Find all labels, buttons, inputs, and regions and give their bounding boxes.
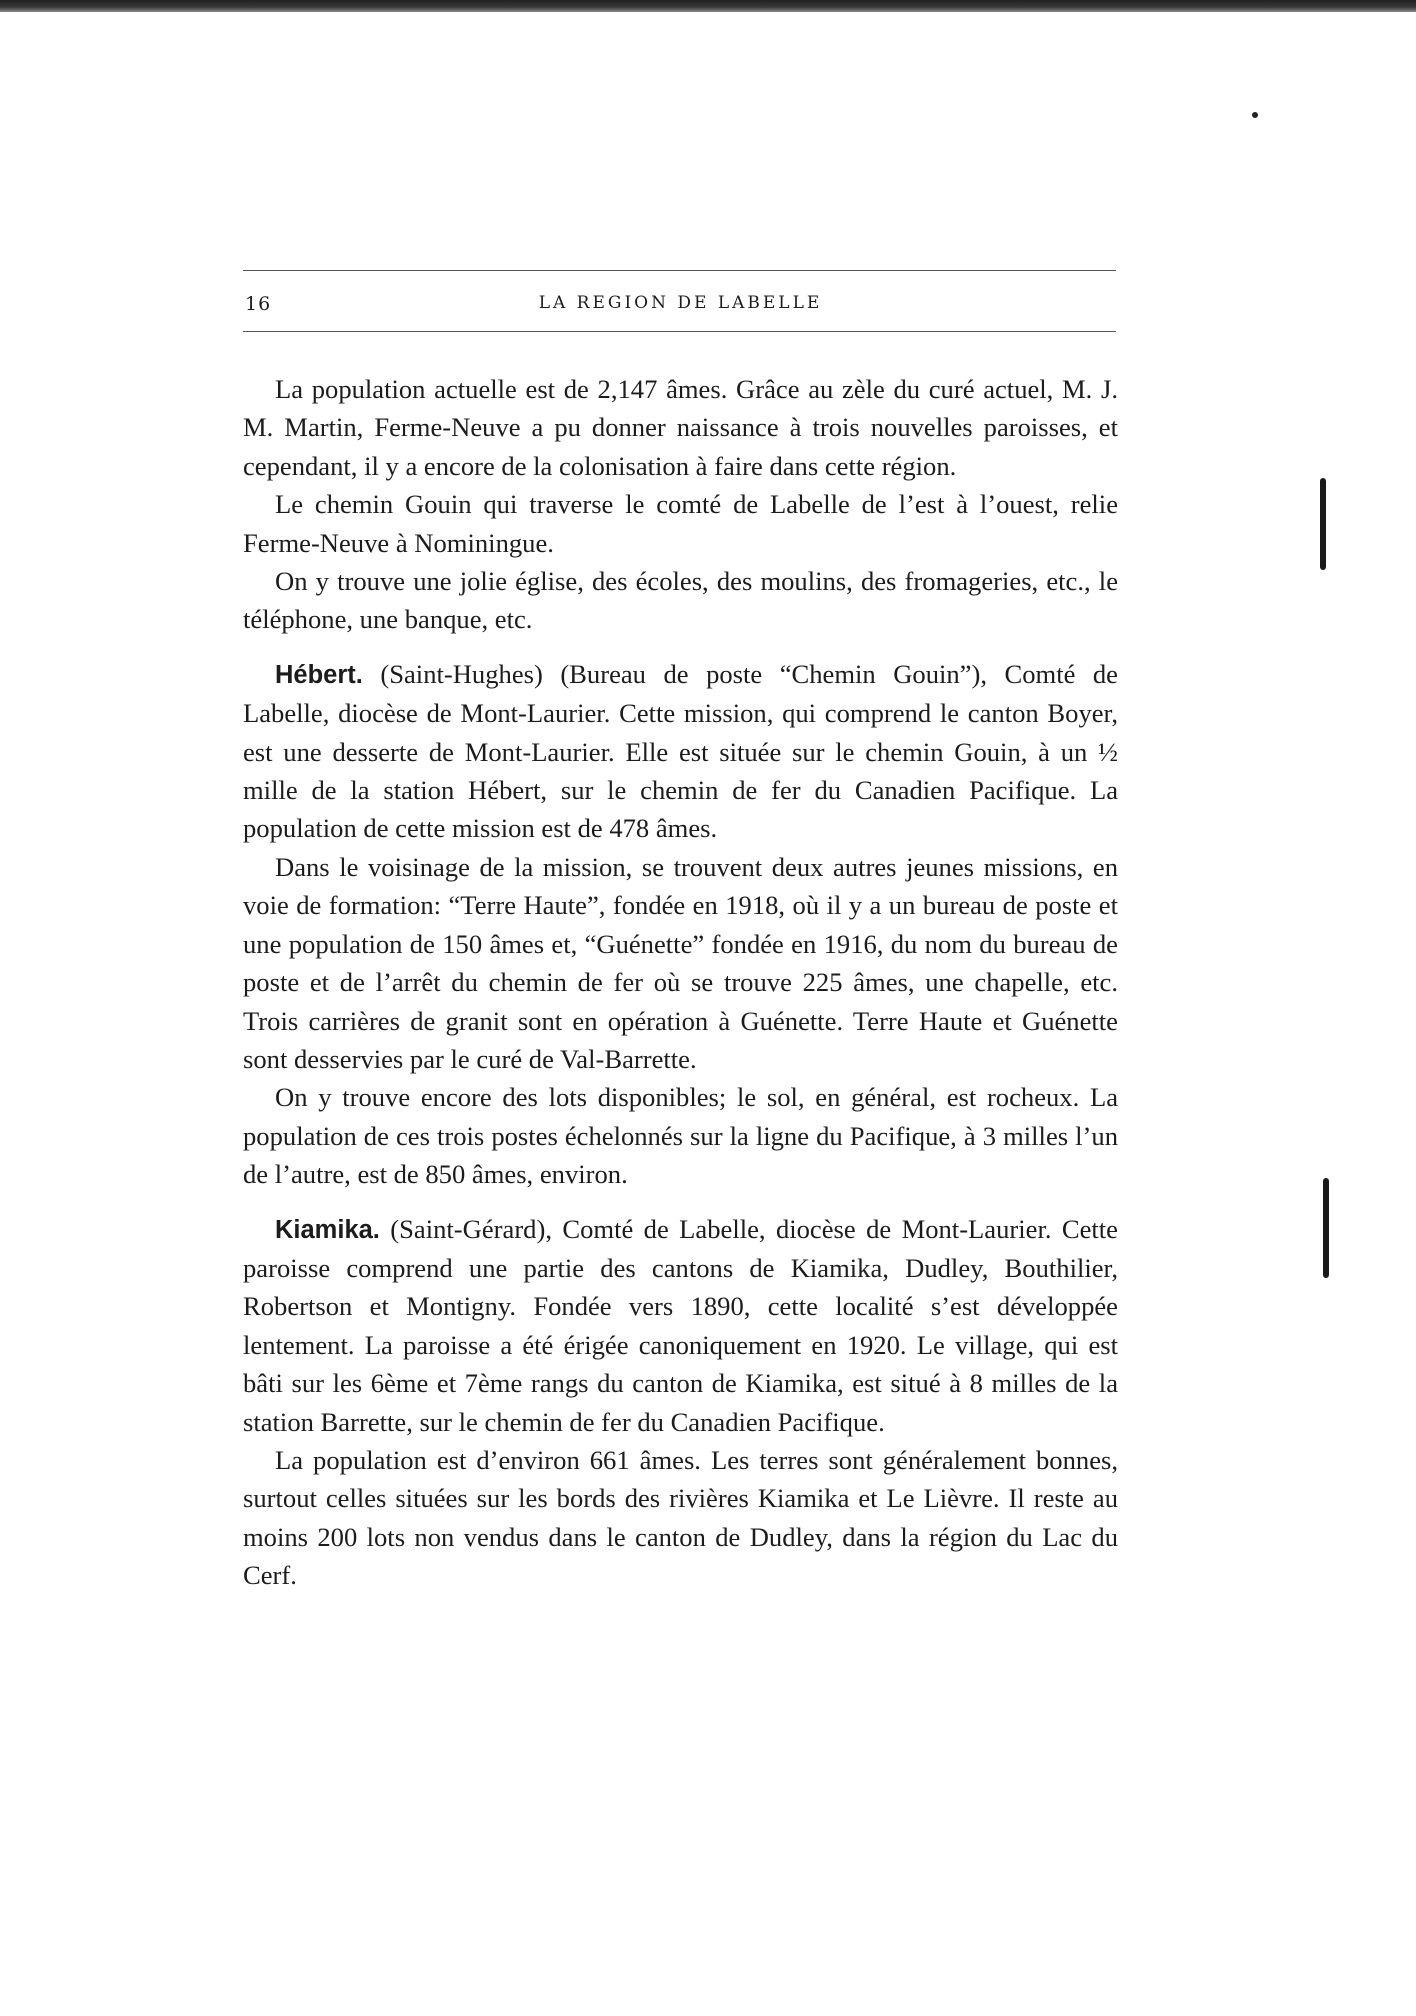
paragraph-kiamika-population: [243, 1441, 1118, 1595]
paragraph-text: La population actuelle est de 2,147 âmes. Grâce au zèle du curé actuel, M. J. M. Martin, Ferme-Neuve a pu donner naissance à trois nouvelles paroisses, et cependant, il y a encore de la colonisation à faire dans cette région.: [243, 374, 1118, 481]
entry-kiamika: [243, 1210, 1118, 1441]
entry-hebert: [243, 655, 1118, 848]
paragraph-text: On y trouve une jolie église, des écoles, des moulins, des fromageries, etc., le téléphone, une banque, etc.: [243, 566, 1118, 635]
paragraph-ferme-neuve-population: [243, 370, 1118, 485]
paragraph-text: Le chemin Gouin qui traverse le comté de Labelle de l’est à l’ouest, relie Ferme-Neuve à Nominingue.: [243, 489, 1118, 558]
scan-top-edge: [0, 0, 1416, 12]
binding-mark-upper: [1320, 478, 1326, 570]
paragraph-chemin-gouin: [243, 485, 1118, 562]
running-head-title: LA REGION DE LABELLE: [538, 293, 823, 313]
page-body: [243, 370, 1118, 1595]
header-bottom-rule: [243, 331, 1116, 332]
entry-name-hebert: Hébert.: [275, 660, 363, 689]
paragraph-text: (Saint-Gérard), Comté de Labelle, diocèse de Mont-Laurier. Cette paroisse comprend une partie des cantons de Kiamika, Dudley, Bouthilier, Robertson et Montigny. Fondée vers 1890, cette localité s’est développée lentement. La paroisse a été érigée canoniquement en 1920. Le village, qui est bâti sur les 6ème et 7ème rangs du canton de Kiamika, est situé à 8 milles de la station Barrette, sur le chemin de fer du Canadien Pacifique.: [243, 1213, 1118, 1437]
paragraph-text: La population est d’environ 661 âmes. Les terres sont généralement bonnes, surtout celles situées sur les bords des rivières Kiamika et Le Lièvre. Il reste au moins 200 lots non vendus dans le canton de Dudley, dans la région du Lac du Cerf.: [243, 1444, 1118, 1591]
scan-speck: [1252, 112, 1258, 118]
page-number: 16: [245, 293, 272, 315]
paragraph-hebert-missions: [243, 848, 1118, 1078]
paragraph-text: Dans le voisinage de la mission, se trouvent deux autres jeunes missions, en voie de formation: “Terre Haute”, fondée en 1918, où il y a un bureau de poste et une population de 150 âmes et, “Guénette” fondée en 1916, du nom du bureau de poste et de l’arrêt du chemin de fer où se trouve 225 âmes, une chapelle, etc. Trois carrières de granit sont en opération à Guénette. Terre Haute et Guénette sont desservies par le curé de Val-Barrette.: [243, 851, 1118, 1074]
paragraph-hebert-lots: [243, 1078, 1118, 1193]
book-page: [243, 270, 1118, 1595]
running-head: [243, 271, 1118, 331]
paragraph-text: (Saint-Hughes) (Bureau de poste “Chemin Gouin”), Comté de Labelle, diocèse de Mont-Laurier. Cette mission, qui comprend le canton Boyer, est une desserte de Mont-Laurier. Elle est située sur le chemin Gouin, à un ½ mille de la station Hébert, sur le chemin de fer du Canadien Pacifique. La population de cette mission est de 478 âmes.: [243, 658, 1118, 844]
paragraph-ferme-neuve-amenities: [243, 562, 1118, 639]
entry-name-kiamika: Kiamika.: [275, 1215, 380, 1244]
binding-mark-lower: [1323, 1178, 1329, 1278]
paragraph-text: On y trouve encore des lots disponibles; le sol, en général, est rocheux. La population de ces trois postes échelonnés sur la ligne du Pacifique, à 3 milles l’un de l’autre, est de 850 âmes, environ.: [243, 1082, 1118, 1190]
